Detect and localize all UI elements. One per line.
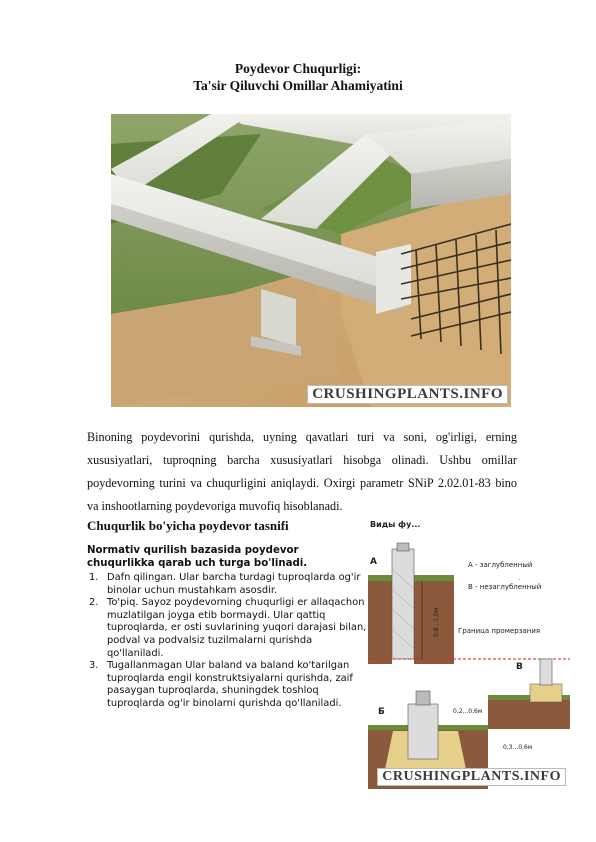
dim-a-label: 0,8...1,0м <box>433 607 440 637</box>
legend-item-v: В - незаглубленный <box>468 583 542 591</box>
foundation-photo <box>111 114 511 407</box>
diagram-label-b: Б <box>378 707 385 717</box>
dim-v-label: 0,3...0,6м <box>503 744 533 751</box>
list-item <box>87 660 369 710</box>
section-heading: Chuqurlik bo'yicha poydevor tasnifi <box>87 518 289 533</box>
photo-watermark: CRUSHINGPLANTS.INFO <box>307 385 508 404</box>
page-title <box>0 60 596 94</box>
list-item <box>87 572 369 597</box>
list-item-number: 3. <box>89 660 99 672</box>
freeze-line-label: Граница промерзания <box>458 627 541 635</box>
list-item-text: To'piq. Sayoz poydevorning chuqurligi er allaqachon muzlatilgan joyga etib bormaydi. Ular qattiq tuproqlarda, er osti suvlarining yuqori darajasi bilan, podval va podvalsiz tuzilmalarni qurishda qo'llaniladi. <box>107 597 367 659</box>
foundation-types-list <box>87 572 369 711</box>
list-item-text: Dafn qilingan. Ular barcha turdagi tuproqlarda og'ir binolar uchun mustahkam asosdir. <box>107 572 361 596</box>
diagram-watermark: CRUSHINGPLANTS.INFO <box>377 768 566 786</box>
list-item-number: 2. <box>89 597 99 609</box>
diagram-label-a: А <box>370 557 377 567</box>
list-item <box>87 597 369 660</box>
list-item-text: Tugallanmagan Ular baland va baland ko'tarilgan tuproqlarda engil konstruktsiyalarni qurishda, zaif pasaygan tuproqlarda, shuningdek toshloq tuproqlarda og'ir binolarni qurishda qo'llaniladi. <box>107 660 353 709</box>
foundation-depth-diagram <box>368 519 570 789</box>
title-line-1: Poydevor Chuqurligi: <box>234 61 362 76</box>
diagram-label-v: В <box>516 662 523 672</box>
normativ-heading: Normativ qurilish bazasida poydevor chuqurlikka qarab uch turga bo'linadi. <box>87 545 308 569</box>
title-line-2: Ta'sir Qiluvchi Omillar Ahamiyatini <box>193 78 403 93</box>
diagram-title: Виды фу... <box>370 520 421 529</box>
list-item-number: 1. <box>89 572 99 583</box>
intro-paragraph: Binoning poydevorini qurishda, uyning qavatlari turi va soni, og'irligi, erning xususiyatlari, tuproqning barcha xususiyatlari hisobga olinadi. Ushbu omillar poydevorning turini va chuqurligini aniqlaydi. Oxirgi parametr SNiP 2.02.01-83 bino va inshootlarning poydevoriga muvofiq hisoblanadi. <box>87 430 517 513</box>
dim-b-label: 0,2...0,6м <box>453 708 483 715</box>
legend-item-a: А - заглубленный <box>468 561 533 569</box>
